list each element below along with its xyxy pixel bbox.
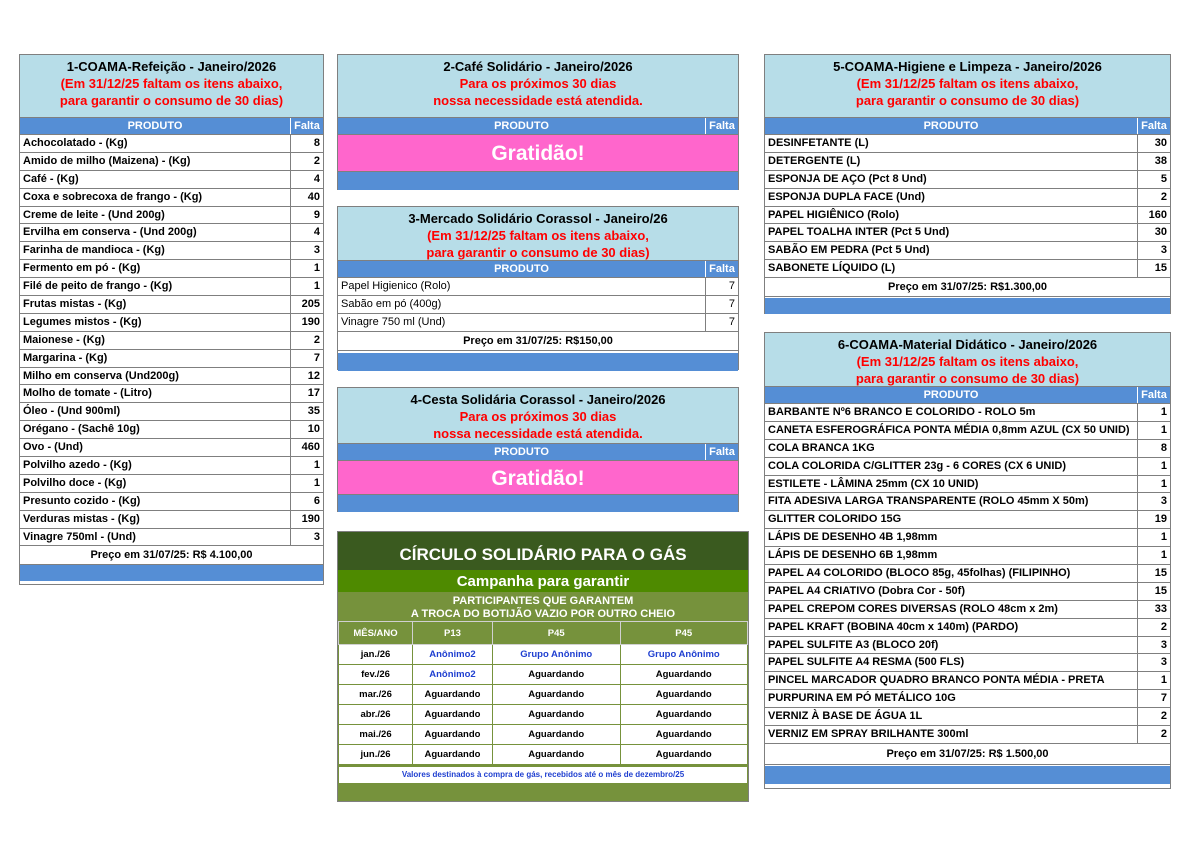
gas-participant-cell: Aguardando [620,745,748,765]
gas-month-cell: jan./26 [339,645,413,665]
falta-qty: 2 [313,154,320,167]
product-name: Óleo - (Und 900ml) [20,403,291,420]
gas-participant-cell: Grupo Anônimo [620,645,748,665]
product-name: Sabão em pó (400g) [338,296,706,313]
falta-qty: 3 [1160,495,1167,508]
table-row [20,493,323,511]
gas-table-header [339,622,748,645]
product-name: Verduras mistas - (Kg) [20,511,291,528]
gas-participant-cell: Aguardando [413,705,493,725]
gratitude-banner: Gratidão! [338,135,738,172]
falta-qty: 15 [1154,567,1167,580]
panel-title: 6-COAMA-Material Didático - Janeiro/2026 [837,337,1098,352]
falta-qty: 15 [1154,584,1167,597]
product-name: DETERGENTE (L) [765,153,1138,170]
product-name: Filé de peito de frango - (Kg) [20,278,291,295]
gas-description-line-1: PARTICIPANTES QUE GARANTEM [452,595,634,607]
column-header-falta: Falta [294,120,320,132]
gas-table-row [339,705,748,725]
gas-header-p45-b: P45 [620,622,748,645]
product-name: Coxa e sobrecoxa de frango - (Kg) [20,189,291,206]
panel-title-box [765,55,1170,118]
falta-qty: 3 [1160,638,1167,651]
falta-qty: 460 [301,441,320,454]
item-list [20,135,323,546]
item-list [765,404,1170,744]
product-name: COLA BRANCA 1KG [765,440,1138,457]
table-row [20,511,323,529]
column-header-product: PRODUTO [338,261,706,277]
table-row [765,565,1170,583]
falta-qty: 2 [313,333,320,346]
panel-refeicao [19,54,324,585]
product-name: PINCEL MARCADOR QUADRO BRANCO PONTA MÉDIA - PRETA [765,672,1138,689]
panel-title-box [338,207,738,261]
panel-subtitle-2: para garantir o consumo de 30 dias) [855,93,1080,108]
gas-header-p13: P13 [413,622,493,645]
product-name: Orégano - (Sachê 10g) [20,421,291,438]
panel-subtitle-1: (Em 31/12/25 faltam os itens abaixo, [856,76,1079,91]
falta-qty: 2 [1160,710,1167,723]
gas-participant-cell: Aguardando [413,725,493,745]
footer-bar [20,565,323,581]
product-name: PAPEL TOALHA INTER (Pct 5 Und) [765,224,1138,241]
item-list [765,135,1170,278]
product-name: LÁPIS DE DESENHO 6B 1,98mm [765,547,1138,564]
gas-table-row [339,645,748,665]
product-name: Margarina - (Kg) [20,350,291,367]
panel-title-box [338,388,738,444]
table-row [338,314,738,332]
panel-title: 3-Mercado Solidário Corassol - Janeiro/26 [408,211,668,226]
falta-qty: 1 [313,262,320,275]
panel-subtitle-2: para garantir o consumo de 30 dias) [59,93,284,108]
falta-qty: 35 [307,405,320,418]
falta-qty: 6 [313,494,320,507]
gratitude-banner: Gratidão! [338,461,738,495]
table-header [765,118,1170,135]
table-row [765,153,1170,171]
product-name: CANETA ESFEROGRÁFICA PONTA MÉDIA 0,8mm AZUL (CX 50 UNID) [765,422,1138,439]
falta-qty: 5 [1160,172,1167,185]
table-row [20,135,323,153]
gas-table-row [339,665,748,685]
table-row [20,385,323,403]
table-row [20,278,323,296]
table-row [20,296,323,314]
falta-qty: 4 [313,226,320,239]
product-name: COLA COLORIDA C/GLITTER 23g - 6 CORES (CX 6 UNID) [765,458,1138,475]
product-name: SABONETE LÍQUIDO (L) [765,260,1138,277]
product-name: VERNIZ EM SPRAY BRILHANTE 300ml [765,726,1138,743]
panel-subtitle-2: para garantir o consumo de 30 dias) [855,371,1080,386]
product-name: Vinagre 750ml - (Und) [20,529,291,546]
table-row [765,511,1170,529]
column-header-product: PRODUTO [338,444,706,460]
gas-header-month: MÊS/ANO [339,622,413,645]
table-row [765,422,1170,440]
column-header-falta: Falta [709,120,735,132]
gas-participant-cell: Grupo Anônimo [493,645,621,665]
falta-qty: 10 [307,423,320,436]
table-row [765,260,1170,278]
table-header [338,261,738,278]
product-name: PAPEL A4 CRIATIVO (Dobra Cor - 50f) [765,583,1138,600]
panel-title: 2-Café Solidário - Janeiro/2026 [443,59,633,74]
panel-subtitle-1: (Em 31/12/25 faltam os itens abaixo, [427,228,649,243]
table-row [20,421,323,439]
table-row [338,278,738,296]
gas-month-cell: abr./26 [339,705,413,725]
falta-qty: 205 [301,298,320,311]
product-name: ESPONJA DE AÇO (Pct 8 Und) [765,171,1138,188]
table-row [765,583,1170,601]
table-row [20,332,323,350]
panel-subtitle-1: Para os próximos 30 dias [459,76,617,91]
falta-qty: 3 [313,530,320,543]
panel-title-box [765,333,1170,387]
table-row [765,440,1170,458]
table-row [20,189,323,207]
table-row [20,224,323,242]
gas-table-row [339,725,748,745]
falta-qty: 38 [1154,154,1167,167]
product-name: Amido de milho (Maizena) - (Kg) [20,153,291,170]
product-name: BARBANTE Nº6 BRANCO E COLORIDO - ROLO 5m [765,404,1138,421]
table-row [765,529,1170,547]
panel-higiene [764,54,1171,314]
gas-footnote: Valores destinados à compra de gás, recebidos até o mês de dezembro/25 [339,767,747,783]
falta-qty: 3 [1160,656,1167,669]
table-row [338,296,738,314]
column-header-falta: Falta [709,446,735,458]
product-name: PAPEL SULFITE A4 RESMA (500 FLS) [765,654,1138,671]
table-row [20,457,323,475]
footer-bar [338,172,738,190]
falta-qty: 7 [313,351,320,364]
table-row [20,350,323,368]
falta-qty: 7 [1160,692,1167,705]
panel-title: 1-COAMA-Refeição - Janeiro/2026 [66,59,277,74]
falta-qty: 160 [1148,208,1167,221]
product-name: PAPEL CREPOM CORES DIVERSAS (ROLO 48cm x 2m) [765,601,1138,618]
gas-participant-cell: Aguardando [413,745,493,765]
table-row [765,476,1170,494]
gas-participant-cell: Aguardando [620,725,748,745]
falta-qty: 3 [1160,244,1167,257]
falta-qty: 190 [301,315,320,328]
product-name: FITA ADESIVA LARGA TRANSPARENTE (ROLO 45mm X 50m) [765,493,1138,510]
table-row [20,171,323,189]
panel-cafe [337,54,739,190]
gas-participant-cell: Aguardando [620,685,748,705]
table-row [765,207,1170,225]
panel-title-box [20,55,323,118]
column-header-product: PRODUTO [765,118,1138,134]
table-row [765,189,1170,207]
product-name: PAPEL KRAFT (BOBINA 40cm x 140m) (PARDO) [765,619,1138,636]
gas-table-row [339,745,748,765]
product-name: GLITTER COLORIDO 15G [765,511,1138,528]
table-row [765,619,1170,637]
product-name: PURPURINA EM PÓ METÁLICO 10G [765,690,1138,707]
falta-qty: 1 [1160,423,1167,436]
product-name: Polvilho azedo - (Kg) [20,457,291,474]
gas-description [338,592,748,621]
table-row [765,726,1170,744]
product-name: Polvilho doce - (Kg) [20,475,291,492]
falta-qty: 40 [307,190,320,203]
table-row [20,403,323,421]
product-name: Molho de tomate - (Litro) [20,385,291,402]
panel-title: 5-COAMA-Higiene e Limpeza - Janeiro/2026 [833,59,1102,74]
falta-qty: 1 [313,280,320,293]
product-name: Café - (Kg) [20,171,291,188]
falta-qty: 4 [313,172,320,185]
table-row [765,672,1170,690]
footer-bar [338,353,738,371]
panel-subtitle-2: nossa necessidade está atendida. [433,93,643,108]
falta-qty: 8 [313,137,320,149]
table-row [20,242,323,260]
price-label: Preço em 31/07/25: R$150,00 [338,332,738,351]
product-name: PAPEL SULFITE A3 (BLOCO 20f) [765,637,1138,654]
table-row [20,153,323,171]
price-label: Preço em 31/07/25: R$ 4.100,00 [20,546,323,565]
falta-qty: 1 [1160,549,1167,562]
falta-qty: 1 [313,476,320,489]
column-header-falta: Falta [1141,120,1167,132]
gas-header-p45-a: P45 [493,622,621,645]
table-row [20,368,323,386]
price-label: Preço em 31/07/25: R$ 1.500,00 [765,744,1170,765]
table-row [765,547,1170,565]
panel-cesta [337,387,739,512]
falta-qty: 2 [1160,728,1167,741]
table-row [20,529,323,547]
gas-participant-cell: Aguardando [493,705,621,725]
product-name: ESTILETE - LÂMINA 25mm (CX 10 UNID) [765,476,1138,493]
footer-bar [338,495,738,512]
table-header [20,118,323,135]
product-name: Maionese - (Kg) [20,332,291,349]
table-row [765,708,1170,726]
column-header-product: PRODUTO [20,118,291,134]
product-name: PAPEL A4 COLORIDO (BLOCO 85g, 45folhas) (FILIPINHO) [765,565,1138,582]
product-name: Farinha de mandioca - (Kg) [20,242,291,259]
gas-participant-cell: Anônimo2 [413,645,493,665]
panel-subtitle-1: Para os próximos 30 dias [459,409,617,424]
column-header-product: PRODUTO [338,118,706,134]
product-name: ESPONJA DUPLA FACE (Und) [765,189,1138,206]
falta-qty: 15 [1154,262,1167,275]
gas-participant-cell: Aguardando [493,725,621,745]
falta-qty: 2 [1160,620,1167,633]
table-row [765,601,1170,619]
panel-subtitle-1: (Em 31/12/25 faltam os itens abaixo, [856,354,1079,369]
gas-participant-cell: Aguardando [493,745,621,765]
product-name: VERNIZ À BASE DE ÁGUA 1L [765,708,1138,725]
product-name: Frutas mistas - (Kg) [20,296,291,313]
falta-qty: 19 [1154,513,1167,526]
panel-material-didatico [764,332,1171,789]
table-header [338,444,738,461]
product-name: Milho em conserva (Und200g) [20,368,291,385]
product-name: Presunto cozido - (Kg) [20,493,291,510]
product-name: Papel Higienico (Rolo) [338,278,706,295]
falta-qty: 8 [1160,441,1167,454]
table-header [338,118,738,135]
gas-title: CÍRCULO SOLIDÁRIO PARA O GÁS [338,532,748,570]
falta-qty: 1 [1160,406,1167,418]
falta-qty: 7 [728,280,735,292]
product-name: SABÃO EM PEDRA (Pct 5 Und) [765,242,1138,259]
table-row [20,475,323,493]
table-row [765,224,1170,242]
panel-title: 4-Cesta Solidária Corassol - Janeiro/2026 [410,392,666,407]
falta-qty: 190 [301,512,320,525]
gas-description-line-2: A TROCA DO BOTIJÃO VAZIO POR OUTRO CHEIO [410,608,676,620]
product-name: Ovo - (Und) [20,439,291,456]
falta-qty: 1 [1160,674,1167,687]
product-name: Legumes mistos - (Kg) [20,314,291,331]
item-list [338,278,738,332]
product-name: LÁPIS DE DESENHO 4B 1,98mm [765,529,1138,546]
gas-campaign-panel [337,531,749,802]
gas-month-cell: mai./26 [339,725,413,745]
table-row [765,242,1170,260]
gas-participant-cell: Aguardando [493,685,621,705]
falta-qty: 9 [313,208,320,221]
panel-subtitle-2: para garantir o consumo de 30 dias) [426,245,650,260]
gas-participant-cell: Anônimo2 [413,665,493,685]
gas-participant-cell: Aguardando [493,665,621,685]
table-row [20,314,323,332]
table-header [765,387,1170,404]
footer-bar [765,766,1170,784]
falta-qty: 30 [1154,226,1167,239]
column-header-product: PRODUTO [765,387,1138,403]
gas-table [338,621,748,765]
gas-month-cell: mar./26 [339,685,413,705]
product-name: DESINFETANTE (L) [765,135,1138,152]
gas-subtitle: Campanha para garantir [338,570,748,592]
table-row [765,135,1170,153]
falta-qty: 3 [313,244,320,257]
table-row [20,207,323,225]
falta-qty: 1 [1160,477,1167,490]
panel-mercado [337,206,739,370]
product-name: Achocolatado - (Kg) [20,135,291,152]
falta-qty: 1 [1160,459,1167,472]
table-row [765,637,1170,655]
falta-qty: 2 [1160,190,1167,203]
falta-qty: 7 [728,297,735,310]
table-row [765,690,1170,708]
table-row [765,171,1170,189]
panel-subtitle-2: nossa necessidade está atendida. [433,426,643,441]
table-row [765,654,1170,672]
gas-participant-cell: Aguardando [620,665,748,685]
footer-bar [765,298,1170,314]
column-header-falta: Falta [709,263,735,275]
product-name: Vinagre 750 ml (Und) [338,314,706,331]
column-header-falta: Falta [1141,389,1167,401]
gas-month-cell: fev./26 [339,665,413,685]
product-name: Creme de leite - (Und 200g) [20,207,291,224]
table-row [20,439,323,457]
gas-participant-cell: Aguardando [620,705,748,725]
table-row [765,493,1170,511]
product-name: Fermento em pó - (Kg) [20,260,291,277]
gas-participant-cell: Aguardando [413,685,493,705]
panel-subtitle-1: (Em 31/12/25 faltam os itens abaixo, [60,76,283,91]
table-row [20,260,323,278]
product-name: Ervilha em conserva - (Und 200g) [20,224,291,241]
product-name: PAPEL HIGIÊNICO (Rolo) [765,207,1138,224]
table-row [765,404,1170,422]
falta-qty: 7 [728,315,735,328]
gas-table-row [339,685,748,705]
falta-qty: 30 [1154,137,1167,149]
falta-qty: 17 [307,387,320,400]
falta-qty: 1 [1160,531,1167,544]
panel-title-box [338,55,738,118]
falta-qty: 1 [313,459,320,472]
table-row [765,458,1170,476]
falta-qty: 12 [307,369,320,382]
price-label: Preço em 31/07/25: R$1.300,00 [765,278,1170,297]
gas-month-cell: jun./26 [339,745,413,765]
falta-qty: 33 [1154,602,1167,615]
